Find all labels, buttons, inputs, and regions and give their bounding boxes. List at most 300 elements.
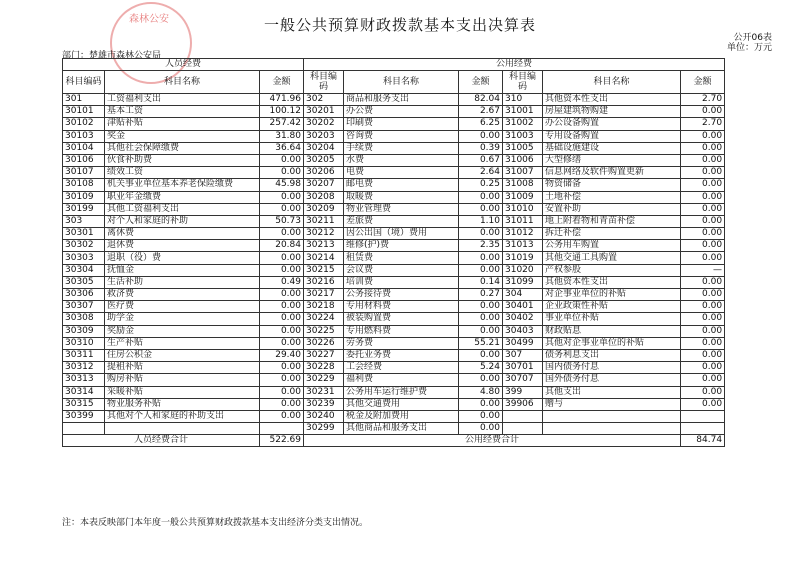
cell-amount: 0.67: [459, 154, 503, 166]
table-row: [63, 118, 725, 130]
public-total-label: 公用经费合计: [304, 435, 681, 447]
cell-name: 助学金: [105, 313, 260, 325]
cell-code: 30229: [304, 374, 344, 386]
footer-note: 注：本表反映部门本年度一般公共预算财政拨款基本支出经济分类支出情况。: [62, 518, 369, 528]
cell-name: 福利费: [344, 374, 459, 386]
cell-code: 31005: [503, 142, 543, 154]
cell-code: 31020: [503, 264, 543, 276]
cell-code: 30101: [63, 106, 105, 118]
cell-amount: 45.98: [260, 179, 304, 191]
cell-name: 拆迁补偿: [543, 228, 681, 240]
cell-code: 30214: [304, 252, 344, 264]
cell-amount: 4.80: [459, 386, 503, 398]
col-header-code: 科目编码: [63, 71, 105, 94]
table-row: [63, 191, 725, 203]
cell-amount: 0.00: [260, 203, 304, 215]
cell-name: 委托业务费: [344, 349, 459, 361]
cell-name: 企业政策性补贴: [543, 301, 681, 313]
cell-amount: 5.24: [459, 362, 503, 374]
cell-name: 工资福利支出: [105, 94, 260, 106]
cell-amount: 0.00: [459, 228, 503, 240]
cell-amount: 0.00: [681, 374, 725, 386]
cell-name: 安置补助: [543, 203, 681, 215]
department-label: 部门：楚雄市森林公安局: [62, 51, 162, 61]
cell-name: 商品和服务支出: [344, 94, 459, 106]
cell-amount: 0.00: [260, 252, 304, 264]
cell-code: [503, 423, 543, 435]
cell-amount: 0.00: [260, 410, 304, 422]
cell-amount: [681, 423, 725, 435]
cell-amount: 0.00: [459, 264, 503, 276]
col-header-name: 科目名称: [105, 71, 260, 94]
cell-amount: 0.00: [459, 410, 503, 422]
cell-amount: 0.00: [681, 386, 725, 398]
cell-code: 31009: [503, 191, 543, 203]
personnel-total-label: 人员经费合计: [63, 435, 260, 447]
cell-code: 30108: [63, 179, 105, 191]
cell-code: 30305: [63, 276, 105, 288]
cell-amount: 0.00: [681, 215, 725, 227]
table-row: [63, 179, 725, 191]
cell-name: 物业管理费: [344, 203, 459, 215]
cell-amount: 0.00: [260, 386, 304, 398]
cell-code: 30402: [503, 313, 543, 325]
cell-code: 30701: [503, 362, 543, 374]
cell-amount: 0.25: [459, 179, 503, 191]
cell-code: 30225: [304, 325, 344, 337]
cell-name: [105, 423, 260, 435]
cell-code: 30212: [304, 228, 344, 240]
cell-code: 30227: [304, 349, 344, 361]
cell-name: 基础设施建设: [543, 142, 681, 154]
cell-code: 30228: [304, 362, 344, 374]
cell-amount: 0.00: [260, 337, 304, 349]
cell-amount: 0.00: [681, 301, 725, 313]
cell-name: 专用材料费: [344, 301, 459, 313]
cell-amount: 0.00: [459, 191, 503, 203]
cell-name: 基本工资: [105, 106, 260, 118]
cell-code: 30217: [304, 289, 344, 301]
cell-amount: 50.73: [260, 215, 304, 227]
table-row: [63, 349, 725, 361]
cell-code: [503, 410, 543, 422]
col-header-name: 科目名称: [344, 71, 459, 94]
cell-name: 其他社会保障缴费: [105, 142, 260, 154]
cell-name: 公务接待费: [344, 289, 459, 301]
cell-code: 30213: [304, 240, 344, 252]
cell-name: 对个人和家庭的补助: [105, 215, 260, 227]
cell-amount: 0.00: [459, 349, 503, 361]
cell-name: 专用设备购置: [543, 130, 681, 142]
cell-code: 31008: [503, 179, 543, 191]
cell-name: 抚恤金: [105, 264, 260, 276]
expenditure-table: [62, 58, 725, 447]
cell-name: 劳务费: [344, 337, 459, 349]
cell-amount: 0.00: [459, 423, 503, 435]
cell-amount: 0.00: [459, 203, 503, 215]
page-title: 一般公共预算财政拨款基本支出决算表: [263, 16, 536, 34]
cell-code: 31002: [503, 118, 543, 130]
cell-code: 30209: [304, 203, 344, 215]
cell-name: [543, 423, 681, 435]
table-row: [63, 228, 725, 240]
cell-code: 30707: [503, 374, 543, 386]
cell-amount: 0.49: [260, 276, 304, 288]
col-header-code: 科目编码: [503, 71, 543, 94]
col-header-amount: 金额: [681, 71, 725, 94]
cell-code: 30215: [304, 264, 344, 276]
cell-name: 奖金: [105, 130, 260, 142]
cell-code: 30315: [63, 398, 105, 410]
cell-code: 30314: [63, 386, 105, 398]
cell-code: 30309: [63, 325, 105, 337]
cell-code: 30207: [304, 179, 344, 191]
cell-name: 手续费: [344, 142, 459, 154]
cell-amount: 0.00: [681, 252, 725, 264]
col-header-amount: 金额: [260, 71, 304, 94]
cell-code: 30401: [503, 301, 543, 313]
cell-name: [543, 410, 681, 422]
cell-code: 30203: [304, 130, 344, 142]
cell-code: 30231: [304, 386, 344, 398]
cell-name: 租赁费: [344, 252, 459, 264]
cell-amount: 0.00: [681, 142, 725, 154]
table-row: [63, 289, 725, 301]
table-row: [63, 313, 725, 325]
cell-amount: 0.14: [459, 276, 503, 288]
cell-name: 物资储备: [543, 179, 681, 191]
cell-name: 对企事业单位的补贴: [543, 289, 681, 301]
cell-name: 绩效工资: [105, 167, 260, 179]
cell-name: 其他资本性支出: [543, 276, 681, 288]
cell-code: 39906: [503, 398, 543, 410]
cell-amount: 0.00: [681, 337, 725, 349]
cell-code: 30312: [63, 362, 105, 374]
table-row: [63, 398, 725, 410]
cell-code: [63, 423, 105, 435]
cell-code: 303: [63, 215, 105, 227]
cell-amount: 0.00: [260, 264, 304, 276]
cell-amount: 0.00: [681, 289, 725, 301]
cell-amount: 0.00: [681, 203, 725, 215]
col-header-code: 科目编码: [304, 71, 344, 94]
cell-name: 税金及附加费用: [344, 410, 459, 422]
cell-code: 30311: [63, 349, 105, 361]
cell-name: 其他支出: [543, 386, 681, 398]
cell-code: 399: [503, 386, 543, 398]
cell-amount: 0.00: [260, 398, 304, 410]
cell-amount: 0.00: [260, 154, 304, 166]
cell-name: 国外债务付息: [543, 374, 681, 386]
cell-code: 310: [503, 94, 543, 106]
cell-name: 公务用车运行维护费: [344, 386, 459, 398]
cell-amount: 0.00: [681, 179, 725, 191]
table-row: [63, 301, 725, 313]
cell-amount: 0.00: [681, 349, 725, 361]
cell-code: 304: [503, 289, 543, 301]
cell-code: 30208: [304, 191, 344, 203]
cell-name: 债务利息支出: [543, 349, 681, 361]
cell-amount: 0.00: [681, 398, 725, 410]
table-row: [63, 423, 725, 435]
cell-amount: 55.21: [459, 337, 503, 349]
cell-name: 生活补助: [105, 276, 260, 288]
table-row: [63, 203, 725, 215]
cell-name: 津贴补贴: [105, 118, 260, 130]
cell-name: 因公出国（境）费用: [344, 228, 459, 240]
cell-amount: 31.80: [260, 130, 304, 142]
cell-code: 30307: [63, 301, 105, 313]
cell-amount: 0.00: [459, 252, 503, 264]
cell-code: 301: [63, 94, 105, 106]
cell-code: 30224: [304, 313, 344, 325]
cell-amount: 0.00: [681, 106, 725, 118]
cell-amount: 6.25: [459, 118, 503, 130]
cell-code: 30206: [304, 167, 344, 179]
cell-name: 其他工资福利支出: [105, 203, 260, 215]
cell-amount: 29.40: [260, 349, 304, 361]
cell-name: 邮电费: [344, 179, 459, 191]
cell-name: 土地补偿: [543, 191, 681, 203]
table-row: [63, 106, 725, 118]
cell-amount: 0.00: [260, 228, 304, 240]
cell-code: 31012: [503, 228, 543, 240]
cell-amount: 0.00: [459, 374, 503, 386]
cell-name: 财政贴息: [543, 325, 681, 337]
cell-name: 产权参股: [543, 264, 681, 276]
cell-code: 30216: [304, 276, 344, 288]
cell-code: 30304: [63, 264, 105, 276]
cell-amount: 0.00: [681, 325, 725, 337]
cell-name: 取暖费: [344, 191, 459, 203]
cell-amount: 0.00: [260, 374, 304, 386]
cell-amount: 0.00: [681, 191, 725, 203]
cell-amount: —: [681, 264, 725, 276]
cell-code: 31007: [503, 167, 543, 179]
cell-code: 30299: [304, 423, 344, 435]
table-row: [63, 154, 725, 166]
table-row: [63, 142, 725, 154]
cell-amount: 2.70: [681, 94, 725, 106]
cell-amount: 0.00: [260, 301, 304, 313]
cell-name: 事业单位补贴: [543, 313, 681, 325]
cell-name: 救济费: [105, 289, 260, 301]
cell-code: 30204: [304, 142, 344, 154]
cell-code: 30308: [63, 313, 105, 325]
table-row: [63, 167, 725, 179]
cell-amount: 0.00: [260, 167, 304, 179]
cell-code: 30205: [304, 154, 344, 166]
cell-code: 30499: [503, 337, 543, 349]
cell-amount: 0.00: [681, 228, 725, 240]
cell-name: 奖励金: [105, 325, 260, 337]
cell-code: 30306: [63, 289, 105, 301]
cell-code: 31019: [503, 252, 543, 264]
cell-amount: 0.00: [260, 289, 304, 301]
col-header-amount: 金额: [459, 71, 503, 94]
cell-amount: 36.64: [260, 142, 304, 154]
cell-amount: [681, 410, 725, 422]
cell-amount: 0.00: [681, 276, 725, 288]
cell-name: 维修(护)费: [344, 240, 459, 252]
table-row: [63, 215, 725, 227]
table-row: [63, 252, 725, 264]
cell-code: 302: [304, 94, 344, 106]
cell-name: 购房补贴: [105, 374, 260, 386]
cell-code: 30313: [63, 374, 105, 386]
cell-amount: 2.35: [459, 240, 503, 252]
cell-amount: 0.00: [260, 313, 304, 325]
cell-name: 其他商品和服务支出: [344, 423, 459, 435]
table-row: [63, 362, 725, 374]
cell-name: 离休费: [105, 228, 260, 240]
cell-amount: 0.00: [459, 301, 503, 313]
cell-code: 30201: [304, 106, 344, 118]
cell-name: 医疗费: [105, 301, 260, 313]
cell-code: 30102: [63, 118, 105, 130]
table-row: [63, 337, 725, 349]
table-row: [63, 410, 725, 422]
cell-code: 30109: [63, 191, 105, 203]
cell-code: 30103: [63, 130, 105, 142]
cell-amount: 0.00: [459, 325, 503, 337]
cell-amount: 0.00: [459, 313, 503, 325]
cell-code: 31013: [503, 240, 543, 252]
cell-code: 30302: [63, 240, 105, 252]
cell-code: 30239: [304, 398, 344, 410]
cell-amount: 0.00: [459, 398, 503, 410]
cell-code: 30399: [63, 410, 105, 422]
cell-amount: 0.27: [459, 289, 503, 301]
table-row: [63, 94, 725, 106]
cell-code: 30301: [63, 228, 105, 240]
cell-amount: 20.84: [260, 240, 304, 252]
cell-name: 物业服务补贴: [105, 398, 260, 410]
cell-amount: 471.96: [260, 94, 304, 106]
cell-name: 国内债务付息: [543, 362, 681, 374]
cell-code: 30218: [304, 301, 344, 313]
cell-amount: 0.00: [681, 240, 725, 252]
cell-name: 退休费: [105, 240, 260, 252]
table-row: [63, 130, 725, 142]
cell-amount: [260, 423, 304, 435]
cell-code: 30310: [63, 337, 105, 349]
cell-name: 提租补贴: [105, 362, 260, 374]
cell-name: 大型修缮: [543, 154, 681, 166]
cell-code: 31001: [503, 106, 543, 118]
cell-name: 住房公积金: [105, 349, 260, 361]
cell-name: 其他资本性支出: [543, 94, 681, 106]
table-row: [63, 386, 725, 398]
cell-name: 退职（役）费: [105, 252, 260, 264]
cell-code: 30403: [503, 325, 543, 337]
cell-amount: 0.00: [681, 313, 725, 325]
cell-code: 31010: [503, 203, 543, 215]
table-row: [63, 276, 725, 288]
cell-code: 30240: [304, 410, 344, 422]
cell-name: 被装购置费: [344, 313, 459, 325]
cell-name: 生产补贴: [105, 337, 260, 349]
col-header-name: 科目名称: [543, 71, 681, 94]
stamp-text: 森林公安: [129, 14, 169, 25]
cell-name: 信息网络及软件购置更新: [543, 167, 681, 179]
cell-name: 其他对企事业单位的补贴: [543, 337, 681, 349]
cell-name: 会议费: [344, 264, 459, 276]
cell-name: 其他交通费用: [344, 398, 459, 410]
cell-name: 地上附着物和青苗补偿: [543, 215, 681, 227]
cell-code: 30211: [304, 215, 344, 227]
cell-name: 咨询费: [344, 130, 459, 142]
cell-name: 其他交通工具购置: [543, 252, 681, 264]
cell-code: 30199: [63, 203, 105, 215]
cell-amount: 0.00: [260, 191, 304, 203]
cell-amount: 2.64: [459, 167, 503, 179]
cell-code: 30202: [304, 118, 344, 130]
cell-name: 工会经费: [344, 362, 459, 374]
table-row: [63, 374, 725, 386]
cell-amount: 0.00: [681, 154, 725, 166]
cell-code: 31003: [503, 130, 543, 142]
cell-name: 公务用车购置: [543, 240, 681, 252]
cell-name: 印刷费: [344, 118, 459, 130]
cell-amount: 1.10: [459, 215, 503, 227]
cell-name: 其他对个人和家庭的补助支出: [105, 410, 260, 422]
cell-amount: 0.00: [681, 130, 725, 142]
public-total-value: 84.74: [681, 435, 725, 447]
cell-amount: 0.00: [681, 362, 725, 374]
cell-name: 办公费: [344, 106, 459, 118]
cell-amount: 2.67: [459, 106, 503, 118]
cell-name: 伙食补助费: [105, 154, 260, 166]
personnel-total-value: 522.69: [260, 435, 304, 447]
cell-name: 房屋建筑物购建: [543, 106, 681, 118]
cell-name: 专用燃料费: [344, 325, 459, 337]
cell-name: 差旅费: [344, 215, 459, 227]
cell-amount: 0.00: [260, 362, 304, 374]
cell-name: 水费: [344, 154, 459, 166]
table-row: [63, 325, 725, 337]
cell-name: 赠与: [543, 398, 681, 410]
cell-code: 31006: [503, 154, 543, 166]
cell-code: 30104: [63, 142, 105, 154]
cell-code: 30303: [63, 252, 105, 264]
cell-name: 职业年金缴费: [105, 191, 260, 203]
cell-amount: 257.42: [260, 118, 304, 130]
unit-label: 单位：万元: [726, 43, 772, 53]
cell-amount: 100.12: [260, 106, 304, 118]
cell-amount: 2.70: [681, 118, 725, 130]
cell-name: 机关事业单位基本养老保险缴费: [105, 179, 260, 191]
cell-name: 电费: [344, 167, 459, 179]
cell-amount: 0.00: [459, 130, 503, 142]
cell-name: 办公设备购置: [543, 118, 681, 130]
cell-amount: 0.00: [681, 167, 725, 179]
form-code: 公开06表: [733, 33, 772, 43]
cell-amount: 0.00: [260, 325, 304, 337]
cell-code: 307: [503, 349, 543, 361]
cell-code: 31011: [503, 215, 543, 227]
cell-amount: 0.39: [459, 142, 503, 154]
table-row: [63, 264, 725, 276]
cell-code: 30226: [304, 337, 344, 349]
cell-name: 培训费: [344, 276, 459, 288]
cell-name: 采暖补贴: [105, 386, 260, 398]
personnel-group-header: 人员经费: [63, 59, 304, 71]
cell-code: 30107: [63, 167, 105, 179]
cell-amount: 82.04: [459, 94, 503, 106]
cell-code: 31099: [503, 276, 543, 288]
cell-code: 30106: [63, 154, 105, 166]
